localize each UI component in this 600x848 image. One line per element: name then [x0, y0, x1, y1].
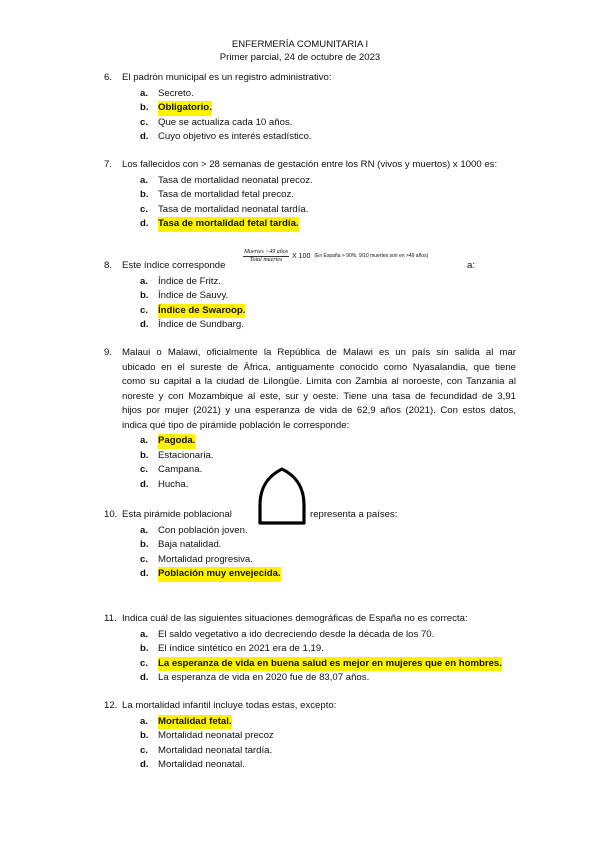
- option-letter: b.: [140, 189, 149, 201]
- option-text: Mortalidad neonatal.: [158, 759, 245, 771]
- question-text-line: noreste y con Mozambique al este, sur y oeste. Tiene una tasa de fecundidad de 3,91: [122, 390, 516, 402]
- option-d: [140, 671, 516, 686]
- question-text-line: ubicado en el sureste de África, antiguamente conocido como Nyasalandia, que tiene: [122, 361, 516, 373]
- options-list: [140, 524, 516, 582]
- option-text: Mortalidad neonatal tardía.: [158, 744, 273, 756]
- option-b: [140, 101, 516, 116]
- option-text: Índice de Fritz.: [158, 275, 221, 287]
- formula-multiplier: X 100: [292, 253, 311, 260]
- option-letter: c.: [140, 203, 149, 215]
- question-7: [104, 158, 516, 232]
- option-letter: b.: [140, 539, 149, 551]
- option-letter: b.: [140, 730, 149, 742]
- option-letter: a.: [140, 275, 149, 287]
- option-a: [140, 715, 516, 730]
- option-letter: c.: [140, 553, 149, 565]
- question-number: 12.: [104, 700, 118, 711]
- option-a: [140, 87, 516, 102]
- option-letter: a.: [140, 524, 149, 536]
- option-text-correct: Tasa de mortalidad fetal tardía.: [158, 217, 299, 232]
- exam-header: [0, 38, 600, 64]
- question-text: Indica cuál de las siguientes situaciones demográficas de España no es correcta:: [122, 613, 468, 624]
- option-text: Que se actualiza cada 10 años.: [158, 116, 293, 128]
- option-b: [140, 642, 516, 657]
- option-c: [140, 304, 516, 319]
- option-text: Baja natalidad.: [158, 539, 222, 551]
- option-letter: d.: [140, 672, 149, 684]
- question-text: Este índice corresponde: [122, 260, 226, 271]
- option-letter: d.: [140, 478, 149, 490]
- option-text: La esperanza de vida en 2020 fue de 83,07 años.: [158, 672, 370, 684]
- question-8: [104, 259, 516, 333]
- question-9: [104, 346, 516, 492]
- option-text-correct: Obligatorio.: [158, 101, 212, 116]
- question-number: 9.: [104, 347, 113, 358]
- option-text: Con población joven.: [158, 524, 248, 536]
- options-list: [140, 174, 516, 232]
- option-c: [140, 744, 516, 759]
- question-number: 8.: [104, 260, 113, 271]
- option-b: [140, 729, 516, 744]
- option-letter: d.: [140, 131, 149, 143]
- option-d: [140, 217, 516, 232]
- option-letter: a.: [140, 628, 149, 640]
- option-d: [140, 478, 516, 493]
- option-d: [140, 130, 516, 145]
- option-text: Mortalidad neonatal precoz: [158, 730, 274, 742]
- question-12: [104, 699, 516, 773]
- formula-numerator: Muertes >49 años: [244, 249, 289, 255]
- option-letter: c.: [140, 744, 149, 756]
- option-b: [140, 449, 516, 464]
- option-c: [140, 553, 516, 568]
- option-text-correct: La esperanza de vida en buena salud es mejor en mujeres que en hombres.: [158, 657, 502, 672]
- option-text-correct: Población muy envejecida.: [158, 567, 281, 582]
- question-11: [104, 612, 516, 686]
- question-number: 10.: [104, 509, 118, 520]
- option-text: Campana.: [158, 464, 203, 476]
- question-text-line: hijos por mujer (2021) y una esperanza de vida de 62,9 años (2021). Con estos datos,: [122, 405, 516, 416]
- question-10: [104, 508, 516, 582]
- option-text: Tasa de mortalidad neonatal precoz.: [158, 174, 313, 186]
- option-text-correct: Pagoda.: [158, 434, 195, 449]
- exam-subtitle: Primer parcial, 24 de octubre de 2023: [219, 52, 381, 63]
- question-text: Los fallecidos con > 28 semanas de gestación entre los RN (vivos y muertos) x 1000 es:: [122, 159, 498, 170]
- option-c: [140, 116, 516, 131]
- option-d: [140, 758, 516, 773]
- question-text-line: como su capital a la ciudad de Lilongüe. Limita con Zambia al noroeste, con Tanzania al: [122, 376, 516, 387]
- question-number: 6.: [104, 72, 113, 83]
- option-letter: d.: [140, 319, 149, 331]
- question-number: 7.: [104, 159, 113, 170]
- option-text: Índice de Sundbarg.: [158, 319, 244, 331]
- options-list: [140, 87, 516, 145]
- exam-title: ENFERMERÍA COMUNITARIA I: [231, 39, 369, 50]
- option-letter: a.: [140, 87, 149, 99]
- question-number: 11.: [104, 613, 117, 624]
- option-letter: c.: [140, 116, 149, 128]
- formula-note: (En España > 90%. 9/10 muertes son en >49 años): [314, 253, 429, 259]
- option-letter: d.: [140, 759, 149, 771]
- question-text-line: indica qué tipo de pirámide población le corresponde:: [122, 419, 350, 431]
- option-letter: a.: [140, 174, 149, 186]
- option-c: [140, 463, 516, 478]
- question-text: [122, 346, 516, 433]
- option-letter: b.: [140, 290, 149, 302]
- option-letter: b.: [140, 643, 149, 655]
- option-letter: c.: [140, 657, 149, 669]
- question-suffix: a:: [467, 260, 476, 271]
- option-b: [140, 538, 516, 553]
- option-text: Mortalidad progresiva.: [158, 553, 253, 565]
- option-c: [140, 657, 516, 672]
- option-c: [140, 203, 516, 218]
- option-letter: a.: [140, 715, 149, 727]
- option-letter: d.: [140, 218, 149, 230]
- formula-denominator: Total muertes: [249, 257, 283, 263]
- question-text-before: Esta pirámide poblacional: [122, 509, 232, 520]
- options-list: [140, 628, 516, 686]
- option-text: Secreto.: [158, 87, 194, 99]
- option-text-correct: Índice de Swaroop.: [158, 304, 245, 319]
- option-text: Tasa de mortalidad neonatal tardía.: [158, 203, 309, 215]
- options-list: [140, 715, 516, 773]
- option-letter: b.: [140, 449, 149, 461]
- question-text-line: Malaui o Malawi, oficialmente la República de Malawi es un país sin salida al mar: [122, 347, 516, 358]
- option-letter: c.: [140, 464, 149, 476]
- option-text-correct: Mortalidad fetal.: [158, 715, 232, 730]
- option-letter: b.: [140, 102, 149, 114]
- option-text: Tasa de mortalidad fetal precoz.: [158, 189, 294, 201]
- option-a: [140, 434, 516, 449]
- option-text: Cuyo objetivo es interés estadístico.: [158, 131, 312, 143]
- option-a: [140, 524, 516, 539]
- question-text-after: representa a países:: [310, 509, 398, 520]
- option-b: [140, 289, 516, 304]
- question-text: La mortalidad infantil incluye todas estas, excepto:: [122, 700, 337, 711]
- option-text: Índice de Sauvy.: [158, 290, 229, 302]
- option-d: [140, 567, 516, 582]
- option-letter: c.: [140, 304, 149, 316]
- option-letter: a.: [140, 435, 149, 446]
- option-a: [140, 174, 516, 189]
- option-text: El índice sintético en 2021 era de 1,19.: [158, 643, 324, 655]
- option-text: Hucha.: [158, 478, 189, 490]
- option-a: [140, 628, 516, 643]
- option-text: El saldo vegetativo a ido decreciendo desde la década de los 70.: [158, 628, 435, 640]
- question-text: El padrón municipal es un registro administrativo:: [122, 72, 332, 83]
- option-letter: d.: [140, 568, 149, 580]
- option-a: [140, 275, 516, 290]
- options-list: [140, 434, 516, 492]
- options-list: [140, 275, 516, 333]
- question-text: [122, 508, 516, 523]
- question-6: [104, 71, 516, 145]
- option-b: [140, 188, 516, 203]
- option-d: [140, 318, 516, 333]
- option-text: Estacionaria.: [158, 449, 214, 461]
